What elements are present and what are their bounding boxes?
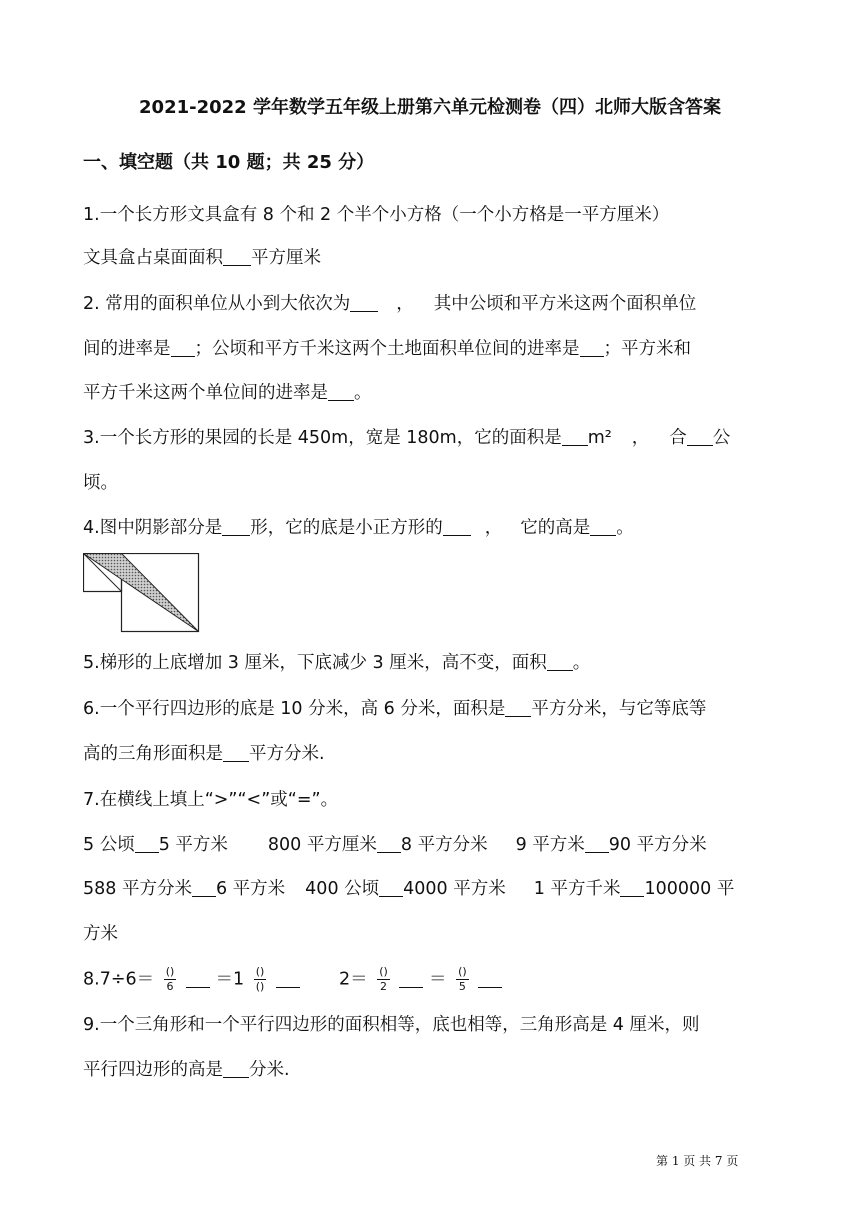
question-1-line-2: 文具盒占桌面面积 平方厘米: [83, 248, 321, 268]
question-4-line-1: 4.图中阴影部分是 形，它的底是小正方形的 ， 它的高是 。: [83, 518, 634, 538]
question-6-line-1: 6.一个平行四边形的底是 10 分米，高 6 分米，面积是 平方分米，与它等底等: [83, 699, 707, 719]
page-title: 2021-2022 学年数学五年级上册第六单元检测卷（四）北师大版含答案: [139, 97, 721, 118]
square-triangle-figure: [83, 553, 203, 637]
answer-blank[interactable]: [443, 517, 471, 536]
answer-blank[interactable]: [505, 698, 531, 717]
fraction-2: $\frac{()}{()}$: [255, 965, 265, 993]
section-heading: 一、填空题（共 10 题；共 25 分）: [83, 152, 375, 173]
answer-blank[interactable]: [547, 652, 573, 671]
answer-blank[interactable]: [328, 382, 354, 401]
answer-blank[interactable]: [192, 878, 216, 897]
answer-blank[interactable]: [562, 427, 588, 446]
answer-blank[interactable]: [590, 517, 616, 536]
question-7-intro: 7.在横线上填上“>”“<”或“=”。: [83, 790, 339, 810]
fraction-3: $\frac{()}{2}$: [379, 965, 388, 993]
question-9-line-1: 9.一个三角形和一个平行四边形的面积相等，底也相等，三角形高是 4 厘米，则: [83, 1015, 700, 1035]
question-3-line-2: 顷。: [83, 473, 118, 493]
question-2-line-2: 间的进率是 ；公顷和平方千米这两个土地面积单位间的进率是 ；平方米和: [83, 339, 691, 359]
answer-blank[interactable]: [223, 743, 249, 762]
answer-blank[interactable]: [171, 338, 195, 357]
answer-blank[interactable]: [379, 878, 403, 897]
question-2-line-3: 平方千米这两个单位间的进率是 。: [83, 383, 372, 403]
question-3-line-1: 3.一个长方形的果园的长是 450m，宽是 180m，它的面积是 m² ， 合 公: [83, 428, 731, 448]
answer-blank[interactable]: [222, 517, 250, 536]
question-7-row-1: 5 公顷 5 平方米 800 平方厘米 8 平方分米 9 平方米 90 平方分米: [83, 835, 707, 855]
question-8-line-1: 8.7÷6＝ $\frac{()}{6}$ ＝1 $\frac{()}{()}$ 2＝ $\frac{()}{2}$ ＝ $\frac{()}{5}$: [83, 965, 502, 994]
answer-blank[interactable]: [276, 969, 300, 988]
shaded-triangle: [84, 554, 199, 632]
question-1-line-1: 1.一个长方形文具盒有 8 个和 2 个半个小方格（一个小方格是一平方厘米）: [83, 205, 670, 225]
answer-blank[interactable]: [399, 969, 423, 988]
answer-blank[interactable]: [687, 427, 713, 446]
answer-blank[interactable]: [478, 969, 502, 988]
answer-blank[interactable]: [585, 834, 609, 853]
answer-blank[interactable]: [223, 247, 251, 266]
question-5-line-1: 5.梯形的上底增加 3 厘米，下底减少 3 厘米，高不变，面积 。: [83, 653, 591, 673]
question-2-line-1: 2. 常用的面积单位从小到大依次为 ， 其中公顷和平方米这两个面积单位: [83, 294, 697, 314]
answer-blank[interactable]: [350, 293, 378, 312]
question-7-row-3: 方米: [83, 924, 118, 944]
question-6-line-2: 高的三角形面积是 平方分米.: [83, 744, 325, 764]
question-9-line-2: 平行四边形的高是 分米.: [83, 1060, 290, 1080]
question-7-row-2: 588 平方分米 6 平方米 400 公顷 4000 平方米 1 平方千米 100000 平: [83, 879, 735, 899]
answer-blank[interactable]: [580, 338, 604, 357]
answer-blank[interactable]: [377, 834, 401, 853]
page-footer: 第 1 页 共 7 页: [656, 1154, 739, 1168]
answer-blank[interactable]: [186, 969, 210, 988]
fraction-1: $\frac{()}{6}$: [165, 965, 175, 993]
fraction-4: $\frac{()}{5}$: [458, 965, 467, 993]
answer-blank[interactable]: [223, 1059, 249, 1078]
answer-blank[interactable]: [620, 878, 644, 897]
answer-blank[interactable]: [135, 834, 159, 853]
